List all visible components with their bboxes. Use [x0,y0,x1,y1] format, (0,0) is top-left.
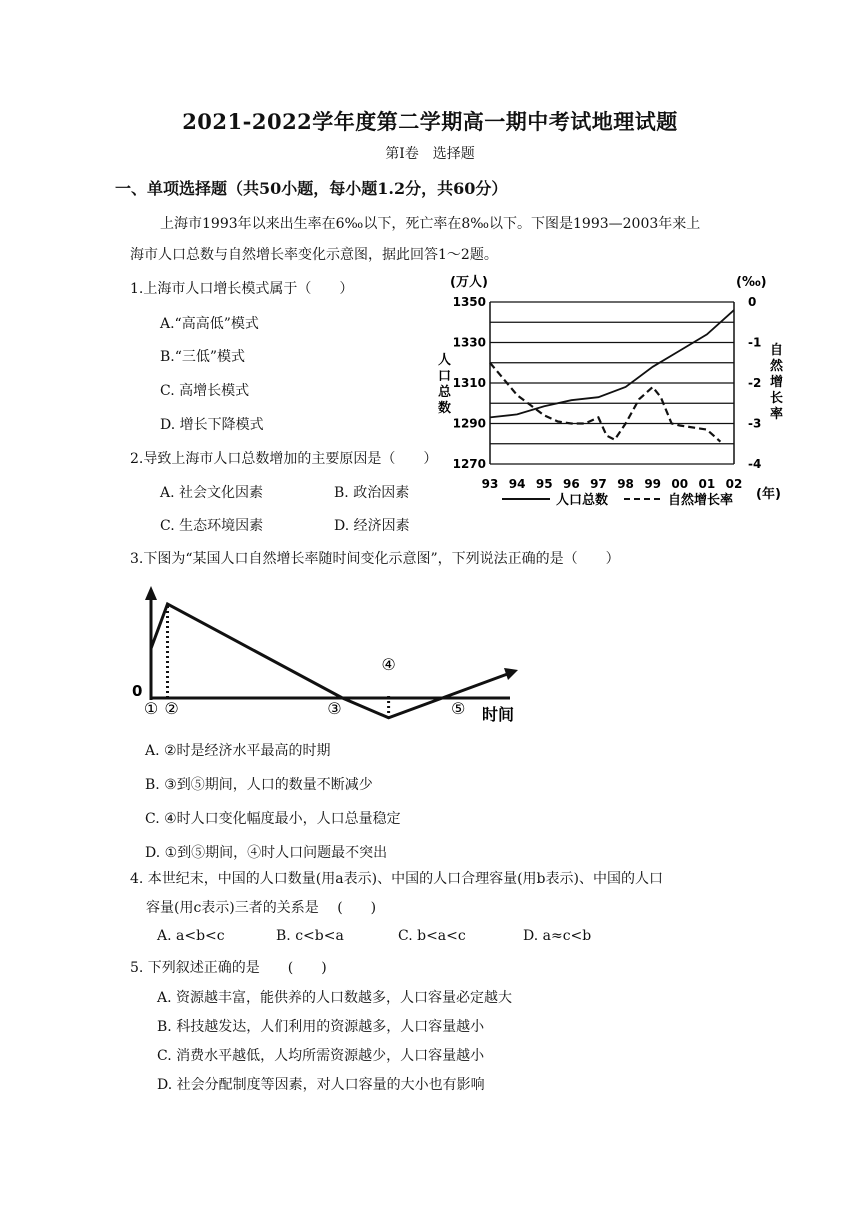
q2-option-c: C. 生态环境因素 [160,518,264,534]
right-axis-label-char: 然 [770,359,784,374]
x-tick-label: 95 [535,477,553,491]
page-subtitle: 第Ⅰ卷 选择题 [385,146,475,162]
q3-option-b: B. ③到⑤期间，人口的数量不断减少 [145,777,373,793]
chart1-left-tick-labels [453,295,486,471]
chart2-origin-label: 0 [132,682,143,700]
x-tick-label: 97 [590,477,607,491]
x-tick-label: 01 [698,477,716,491]
chart1-right-tick-labels [748,295,761,471]
q2-option-a: A. 社会文化因素 [160,485,264,501]
x-tick-label: 94 [508,477,526,491]
q5-option-d: D. 社会分配制度等因素，对人口容量的大小也有影响 [157,1077,485,1093]
q4-option-d: D. a≈c<b [523,928,592,944]
q5-option-c: C. 消费水平越低，人均所需资源越少，人口容量越小 [157,1048,485,1064]
chart2-x-label: 时间 [482,705,515,724]
chart1-left-axis-label [438,353,452,416]
marker-3: ③ [327,699,342,718]
x-tick-label: 93 [481,477,499,491]
marker-4: ④ [381,655,396,674]
x-tick-label: 96 [562,477,580,491]
q3-option-d: D. ①到⑤期间，④时人口问题最不突出 [145,845,388,861]
right-tick-label: -4 [748,457,762,471]
intro-line-1: 上海市1993年以来出生率在6‰以下，死亡率在8‰以下。下图是1993—2003年来上 [160,216,701,232]
population-line [490,310,734,417]
section-heading: 一、单项选择题（共50小题，每小题1.2分，共60分） [115,179,508,198]
chart1-left-unit: (万人) [450,275,488,290]
q2-option-b: B. 政治因素 [334,485,410,501]
left-axis-label-char: 总 [438,385,452,400]
x-tick-label: 98 [617,477,634,491]
chart1-legend [502,492,733,508]
y-axis-arrow [145,586,157,600]
right-tick-label: 0 [748,295,757,309]
x-tick-label: 02 [725,477,743,491]
intro-line-2: 海市人口总数与自然增长率变化示意图，据此回答1～2题。 [130,247,498,263]
q4-line-1: 4. 本世纪末，中国的人口数量(用a表示)、中国的人口合理容量(用b表示)、中国的人口 [130,871,663,887]
growth-rate-time-chart [126,574,536,730]
q1-option-c: C. 高增长模式 [160,383,250,399]
right-tick-label: -3 [748,416,762,431]
chart2-content [144,586,518,718]
right-tick-label: -1 [748,335,762,350]
q5-option-b: B. 科技越发达，人们利用的资源越多，人口容量越小 [157,1019,485,1035]
growth-rate-line [490,363,720,442]
chart1-right-axis-label [770,342,784,422]
q2-stem: 2.导致上海市人口总数增加的主要原因是（ ） [130,451,438,467]
q4-option-a: A. a<b<c [157,928,225,944]
left-tick-label: 1330 [452,335,486,350]
q1-option-d: D. 增长下降模式 [160,417,264,433]
q3-option-a: A. ②时是经济水平最高的时期 [145,743,331,759]
q2-option-d: D. 经济因素 [334,518,410,534]
chart1-x-tick-labels [482,477,743,491]
q4-line-2: 容量(用c表示)三者的关系是 ( ) [146,900,377,916]
q1-option-b: B.“三低”模式 [160,349,246,365]
x-tick-label: 00 [671,477,689,491]
q1-stem: 1.上海市人口增长模式属于（ ） [130,281,354,297]
marker-5: ⑤ [450,699,466,718]
left-axis-label-char: 数 [438,401,452,416]
chart1-gridlines [490,302,734,464]
left-axis-label-char: 人 [438,353,452,368]
right-axis-label-char: 增 [770,375,784,390]
line-arrow [504,668,518,680]
chart1-right-unit: (‰) [736,275,767,290]
q3-stem: 3.下图为“某国人口自然增长率随时间变化示意图”，下列说法正确的是（ ） [130,551,620,567]
left-tick-label: 1350 [452,295,486,309]
legend-population: 人口总数 [556,493,609,508]
q5-stem: 5. 下列叙述正确的是 ( ) [130,960,327,976]
right-axis-label-char: 自 [770,343,784,358]
shanghai-population-chart [430,262,800,512]
q4-option-c: C. b<a<c [398,928,466,944]
chart1-series [490,310,734,442]
right-axis-label-char: 率 [770,407,784,422]
q1-option-a: A.“高高低”模式 [160,316,259,332]
chart1-x-unit: (年) [756,487,781,502]
marker-1: ① [143,699,159,718]
left-tick-label: 1290 [452,416,486,431]
page-title: 2021-2022学年度第二学期高一期中考试地理试题 [182,109,678,134]
q4-option-b: B. c<b<a [276,928,344,944]
left-tick-label: 1270 [452,457,486,471]
legend-growth-rate: 自然增长率 [668,493,734,508]
right-tick-label: -2 [748,376,762,390]
left-axis-label-char: 口 [438,369,452,384]
marker-2: ② [164,699,179,718]
q3-option-c: C. ④时人口变化幅度最小，人口总量稳定 [145,811,401,827]
x-tick-label: 99 [644,477,662,491]
left-tick-label: 1310 [452,376,486,390]
right-axis-label-char: 长 [770,391,784,406]
q5-option-a: A. 资源越丰富，能供养的人口数越多，人口容量必定越大 [157,990,513,1006]
